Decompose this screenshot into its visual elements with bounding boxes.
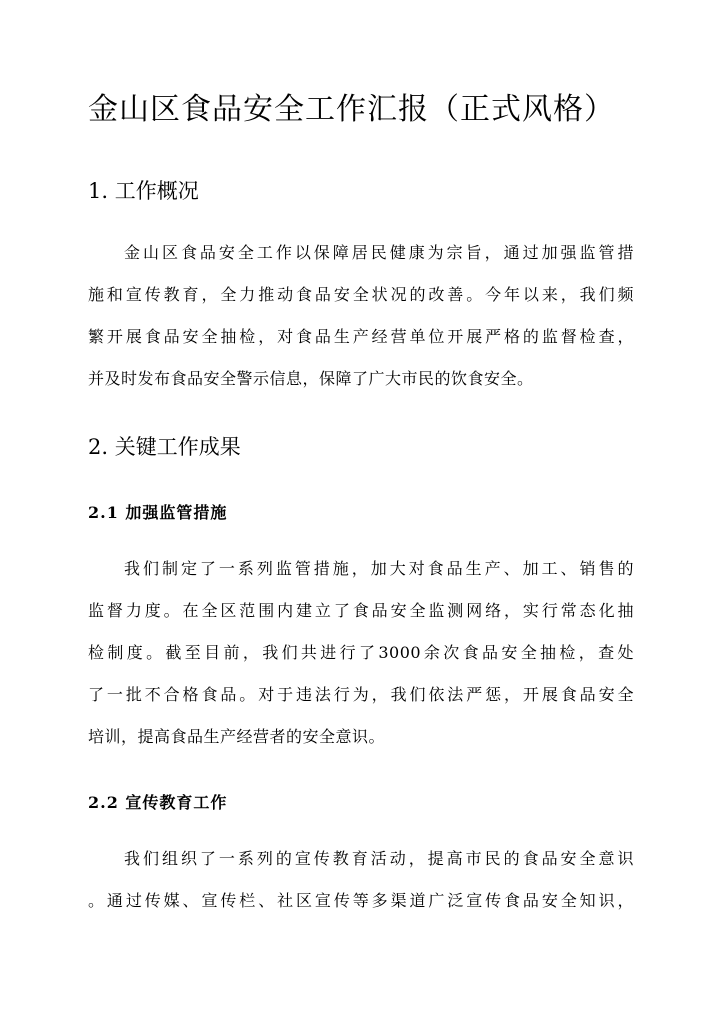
paragraph-supervision (88, 548, 634, 758)
paragraph-line: 我们组织了一系列的宣传教育活动，提高市民的食品安全意识 (124, 849, 634, 868)
paragraph-line: 繁开展食品安全抽检，对食品生产经营单位开展严格的监督检查， (88, 327, 634, 346)
paragraph-line: 我们制定了一系列监管措施，加大对食品生产、加工、销售的 (124, 559, 634, 578)
paragraph-line: 了一批不合格食品。对于违法行为，我们依法严惩，开展食品安全 (88, 685, 634, 704)
document-title: 金山区食品安全工作汇报（正式风格） (88, 92, 615, 127)
paragraph-overview (88, 232, 634, 400)
paragraph-line: 监督力度。在全区范围内建立了食品安全监测网络，实行常态化抽 (88, 601, 634, 620)
subsection-heading-supervision: 2.1 加强监管措施 (88, 503, 228, 522)
paragraph-line: 施和宣传教育，全力推动食品安全状况的改善。今年以来，我们频 (88, 285, 634, 304)
paragraph-line: 。通过传媒、宣传栏、社区宣传等多渠道广泛宣传食品安全知识， (88, 891, 634, 910)
subsection-heading-education: 2.2 宣传教育工作 (88, 793, 228, 812)
paragraph-line: 金山区食品安全工作以保障居民健康为宗旨，通过加强监管措 (124, 243, 634, 262)
paragraph-education (88, 838, 634, 922)
section-heading-achievements: 2. 关键工作成果 (88, 435, 241, 459)
paragraph-line: 培训，提高食品生产经营者的安全意识。 (88, 727, 386, 746)
section-heading-overview: 1. 工作概况 (88, 179, 199, 203)
paragraph-line: 检制度。截至目前，我们共进行了3000余次食品安全抽检，查处 (88, 643, 634, 662)
paragraph-line: 并及时发布食品安全警示信息，保障了广大市民的饮食安全。 (88, 369, 534, 388)
